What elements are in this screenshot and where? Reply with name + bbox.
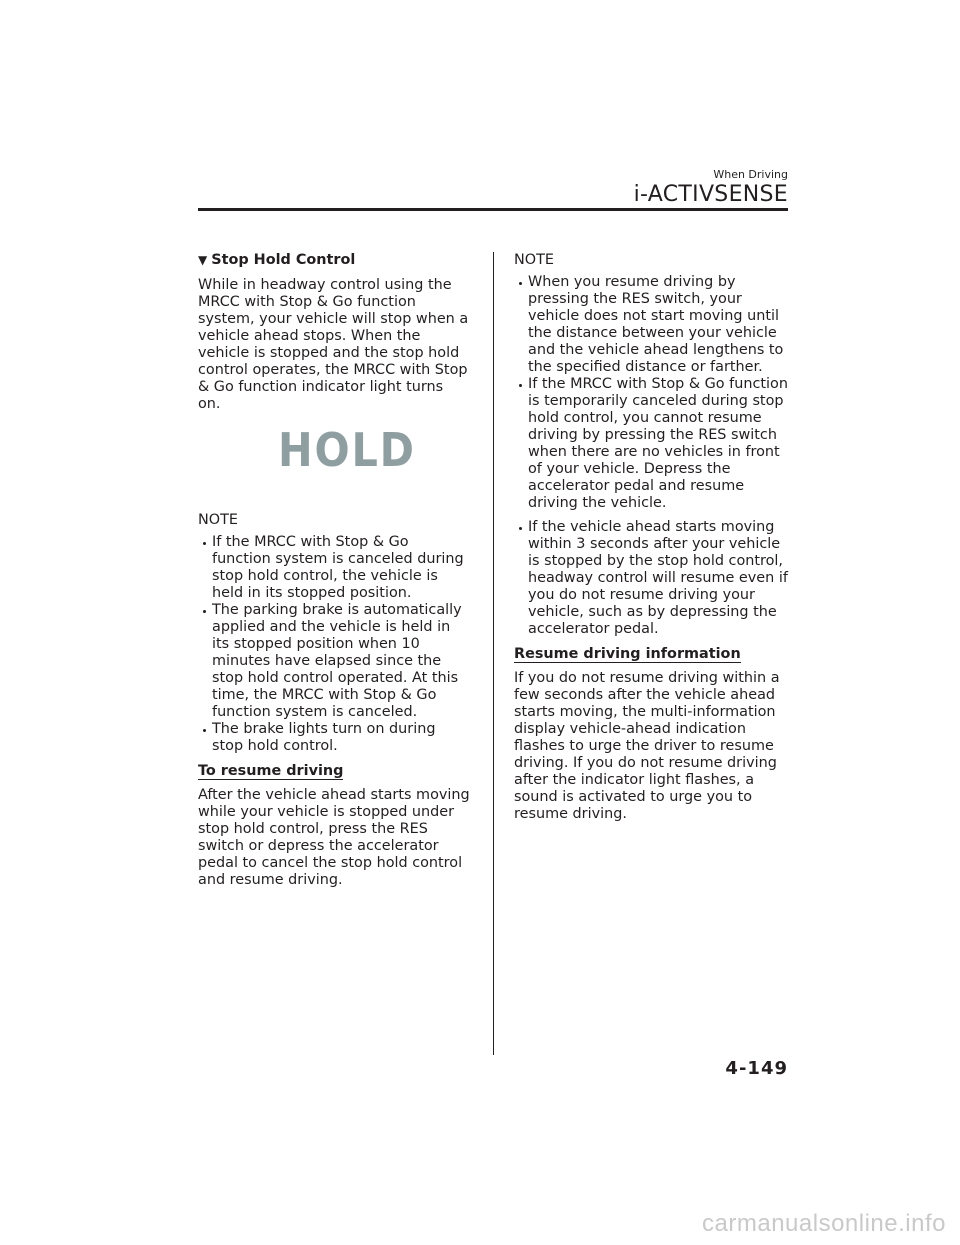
intro-paragraph: While in headway control using the MRCC with Stop & Go function system, your vehicle will stop when a vehicle ahead stops. When the vehicle is stopped and the stop hold control operates, the MRCC with Stop & Go function indicator light turns on. bbox=[198, 277, 469, 412]
note-label: NOTE bbox=[198, 512, 238, 528]
note-item: If the vehicle ahead starts moving within 3 seconds after your vehicle is stopped by the stop hold control, headway control will resume even if you do not resume driving your vehicle, such as by depressing the accelerator pedal. bbox=[528, 519, 790, 638]
chapter-title: i-ACTIVSENSE bbox=[633, 182, 788, 207]
info-paragraph: If you do not resume driving within a few seconds after the vehicle ahead starts moving, the multi-information display vehicle-ahead indication flashes to urge the driver to resume driving. If you do not resume driving after the indicator light flashes, a sound is activated to urge you to resume driving. bbox=[514, 670, 780, 822]
page-number: 4-149 bbox=[725, 1058, 788, 1079]
section-heading bbox=[198, 252, 470, 269]
hold-indicator-icon: HOLD bbox=[278, 423, 416, 477]
watermark: carmanualsonline.info bbox=[702, 1210, 946, 1237]
resume-paragraph: After the vehicle ahead starts moving while your vehicle is stopped under stop hold control, press the RES switch or depress the accelerator pedal to cancel the stop hold control and resume driving. bbox=[198, 787, 470, 888]
note-item: The brake lights turn on during stop hold control. bbox=[212, 721, 470, 755]
header-rule bbox=[198, 208, 788, 211]
triangle-marker-icon: ▼ bbox=[198, 253, 208, 267]
note-item: When you resume driving by pressing the RES switch, your vehicle does not start moving until the distance between your vehicle and the vehicle ahead lengthens to the specified distance or farther. bbox=[528, 274, 790, 376]
heading-text: Stop Hold Control bbox=[211, 252, 356, 268]
note-item: If the MRCC with Stop & Go function is temporarily canceled during stop hold control, you cannot resume driving by pressing the RES switch when there are no vehicles in front of your vehicle. Depress the accelerator pedal and resume driving the vehicle. bbox=[528, 376, 790, 512]
right-column bbox=[514, 252, 790, 823]
note-item: The parking brake is automatically applied and the vehicle is held in its stopped position when 10 minutes have elapsed since the stop hold control operated. At this time, the MRCC with Stop & Go function system is canceled. bbox=[212, 602, 470, 721]
subheading-resume-info: Resume driving information bbox=[514, 646, 741, 662]
hold-indicator bbox=[198, 425, 470, 497]
subheading-resume-driving: To resume driving bbox=[198, 763, 344, 779]
note-item: If the MRCC with Stop & Go function system is canceled during stop hold control, the vehicle is held in its stopped position. bbox=[212, 534, 470, 602]
note-list bbox=[198, 534, 470, 755]
left-column bbox=[198, 252, 470, 889]
section-label: When Driving bbox=[713, 168, 788, 181]
column-divider bbox=[493, 252, 494, 1055]
note-label: NOTE bbox=[514, 252, 554, 268]
note-list bbox=[514, 274, 790, 638]
